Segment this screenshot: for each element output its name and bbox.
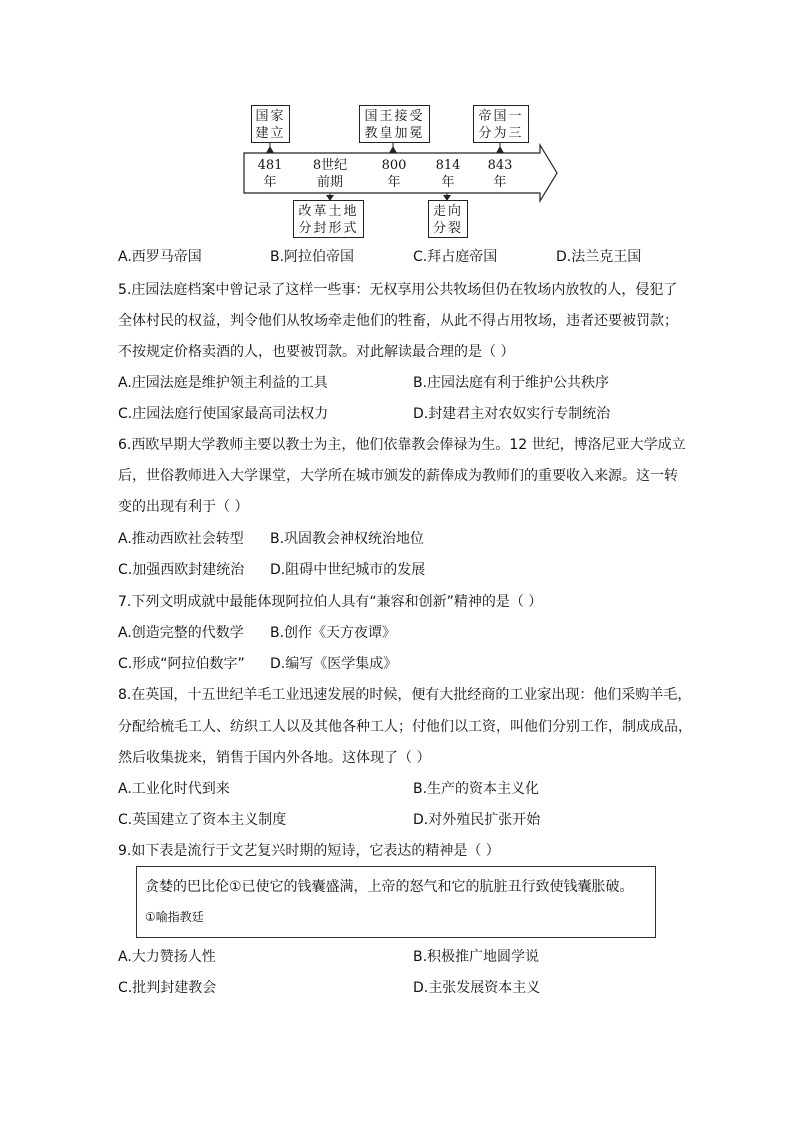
event-text: 国家 bbox=[255, 109, 286, 124]
event-text: 分为三 bbox=[478, 126, 524, 141]
question-8-text: 然后收集拢来，销售于国内外各地。这体现了（ ） bbox=[118, 750, 431, 766]
option-a: A.工业化时代到来 bbox=[118, 781, 230, 797]
timeline-event-box bbox=[428, 200, 468, 238]
option-d: D.编写《医学集成》 bbox=[270, 656, 398, 672]
option-c: C.英国建立了资本主义制度 bbox=[118, 812, 287, 828]
question-7-text: 7.下列文明成就中最能体现阿拉伯人具有“兼容和创新”精神的是（ ） bbox=[118, 594, 543, 610]
date-text: 8世纪 bbox=[312, 158, 348, 173]
option-c: C.拜占庭帝国 bbox=[413, 249, 498, 265]
option-a: A.创造完整的代数学 bbox=[118, 625, 244, 641]
option-b: B.创作《天方夜谭》 bbox=[270, 625, 397, 641]
option-d: D.法兰克王国 bbox=[556, 249, 642, 265]
question-9-text: 9.如下表是流行于文艺复兴时期的短诗，它表达的精神是（ ） bbox=[118, 843, 500, 859]
event-text: 教皇加冕 bbox=[364, 126, 425, 141]
timeline-date bbox=[484, 157, 516, 191]
date-text: 843 bbox=[487, 158, 513, 173]
timeline-event-box bbox=[359, 105, 430, 143]
question-8-text: 分配给梳毛工人、纺织工人以及其他各种工人；付他们以工资，叫他们分别工作，制成成品， bbox=[118, 719, 692, 735]
timeline-date bbox=[432, 157, 464, 191]
quote-box bbox=[136, 866, 656, 938]
option-b: B.阿拉伯帝国 bbox=[270, 249, 355, 265]
event-text: 走向 bbox=[432, 204, 463, 219]
option-b: B.巩固教会神权统治地位 bbox=[270, 531, 425, 547]
question-8-text: 8.在英国，十五世纪羊毛工业迅速发展的时候，便有大批经商的工业家出现：他们采购羊毛， bbox=[118, 687, 692, 703]
date-text: 年 bbox=[387, 175, 401, 190]
event-text: 分裂 bbox=[432, 221, 463, 236]
question-5-text: 全体村民的权益，判令他们从牧场牵走他们的牲畜，从此不得占用牧场，违者还要被罚款； bbox=[118, 313, 678, 329]
option-d: D.主张发展资本主义 bbox=[413, 980, 541, 996]
option-c: C.加强西欧封建统治 bbox=[118, 562, 245, 578]
option-c: C.庄园法庭行使国家最高司法权力 bbox=[118, 406, 329, 422]
question-6-text: 后，世俗教师进入大学课堂，大学所在城市颁发的薪俸成为教师们的重要收入来源。这一转 bbox=[118, 468, 678, 484]
option-b: B.生产的资本主义化 bbox=[413, 781, 540, 797]
timeline-event-box bbox=[473, 105, 529, 143]
question-5-text: 5.庄园法庭档案中曾记录了这样一些事：无权享用公共牧场但仍在牧场内放牧的人，侵犯了 bbox=[118, 282, 678, 298]
question-5-text: 不按规定价格卖酒的人，也要被罚款。对此解读最合理的是（ ） bbox=[118, 344, 515, 360]
option-b: B.积极推广地圆学说 bbox=[413, 949, 540, 965]
option-a: A.西罗马帝国 bbox=[118, 249, 202, 265]
date-text: 年 bbox=[493, 175, 507, 190]
date-text: 800 bbox=[381, 158, 407, 173]
timeline-event-box bbox=[293, 200, 364, 238]
option-c: C.形成“阿拉伯数字” bbox=[118, 656, 245, 672]
event-text: 国王接受 bbox=[364, 109, 425, 124]
quote-text: 贪婪的巴比伦①已使它的钱囊盛满，上帝的怒气和它的肮脏丑行致使钱囊胀破。 bbox=[145, 879, 634, 895]
option-d: D.对外殖民扩张开始 bbox=[413, 812, 541, 828]
date-text: 年 bbox=[263, 175, 277, 190]
question-6-text: 变的出现有利于（ ） bbox=[118, 499, 249, 515]
timeline-date bbox=[304, 157, 356, 191]
timeline-event-box bbox=[251, 105, 290, 143]
option-d: D.封建君主对农奴实行专制统治 bbox=[413, 406, 611, 422]
question-6-text: 6.西欧早期大学教师主要以教士为主，他们依靠教会俸禄为生。12 世纪，博洛尼亚大学成立 bbox=[118, 437, 686, 453]
option-a: A.推动西欧社会转型 bbox=[118, 531, 244, 547]
option-d: D.阻碍中世纪城市的发展 bbox=[270, 562, 426, 578]
date-text: 年 bbox=[441, 175, 455, 190]
event-text: 改革土地 bbox=[298, 204, 359, 219]
option-b: B.庄园法庭有利于维护公共秩序 bbox=[413, 375, 610, 391]
date-text: 481 bbox=[257, 158, 283, 173]
option-a: A.大力赞扬人性 bbox=[118, 949, 216, 965]
date-text: 814 bbox=[435, 158, 461, 173]
timeline-date bbox=[378, 157, 410, 191]
event-text: 分封形式 bbox=[298, 221, 359, 236]
option-a: A.庄园法庭是维护领主利益的工具 bbox=[118, 375, 328, 391]
option-c: C.批判封建教会 bbox=[118, 980, 217, 996]
quote-footnote: ①喻指教廷 bbox=[145, 910, 204, 924]
event-text: 建立 bbox=[255, 126, 286, 141]
event-text: 帝国一 bbox=[478, 109, 524, 124]
timeline-date bbox=[254, 157, 286, 191]
date-text: 前期 bbox=[316, 175, 343, 190]
